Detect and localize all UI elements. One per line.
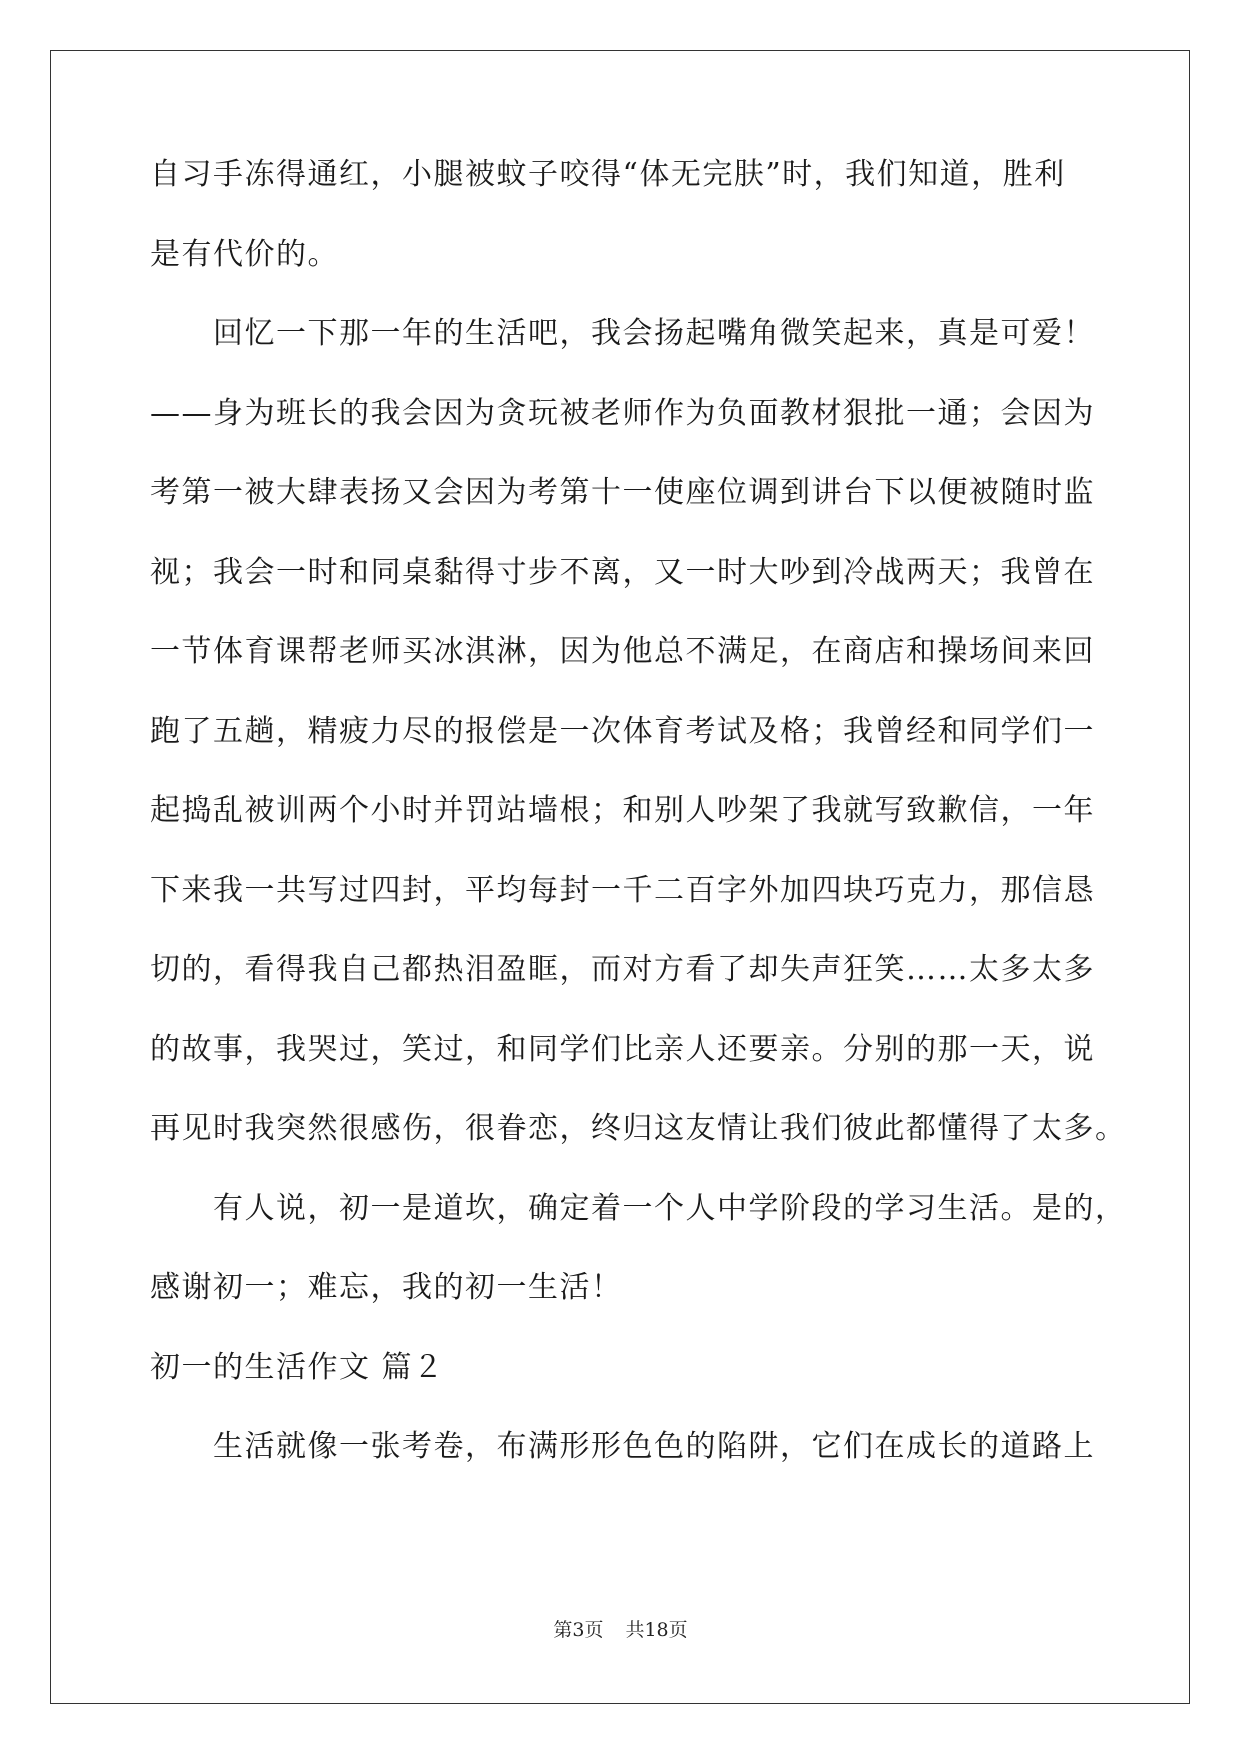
paragraph-line: 下来我一共写过四封，平均每封一千二百字外加四块巧克力，那信恳 [150,872,1095,908]
paragraph-line: 有人说，初一是道坎，确定着一个人中学阶段的学习生活。是的， [213,1190,1127,1226]
paragraph-line: ——身为班长的我会因为贪玩被老师作为负面教材狠批一通；会因为 [150,395,1095,431]
paragraph-line: 自习手冻得通红，小腿被蚊子咬得“体无完肤”时，我们知道，胜利 [150,157,1066,192]
paragraph-line: 再见时我突然很感伤，很眷恋，终归这友情让我们彼此都懂得了太多。 [150,1111,1127,1146]
page-total: 共18页 [625,1619,688,1641]
paragraph-line: 视；我会一时和同桌黏得寸步不离，又一时大吵到冷战两天；我曾在 [150,554,1095,590]
paragraph-line: 起捣乱被训两个小时并罚站墙根；和别人吵架了我就写致歉信，一年 [150,793,1095,828]
paragraph-line: 感谢初一；难忘，我的初一生活！ [150,1270,623,1305]
paragraph-line: 的故事，我哭过，笑过，和同学们比亲人还要亲。分别的那一天，说 [150,1031,1095,1067]
paragraph-line: 切的，看得我自己都热泪盈眶，而对方看了却失声狂笑……太多太多 [150,952,1095,987]
paragraph-line: 回忆一下那一年的生活吧，我会扬起嘴角微笑起来，真是可爱！ [213,316,1095,351]
paragraph-line: 一节体育课帮老师买冰淇淋，因为他总不满足，在商店和操场间来回 [150,634,1095,669]
page-footer [0,1620,1241,1640]
paragraph-line: 生活就像一张考卷，布满形形色色的陷阱，它们在成长的道路上 [213,1429,1095,1464]
section-heading: 初一的生活作文 篇２ [150,1349,445,1385]
paragraph-line: 跑了五趟，精疲力尽的报偿是一次体育考试及格；我曾经和同学们一 [150,713,1095,749]
document-body [150,157,1127,1512]
page-number: 第3页 [553,1619,604,1641]
paragraph-line: 考第一被大肆表扬又会因为考第十一使座位调到讲台下以便被随时监 [150,475,1095,510]
paragraph-line: 是有代价的。 [150,236,339,272]
